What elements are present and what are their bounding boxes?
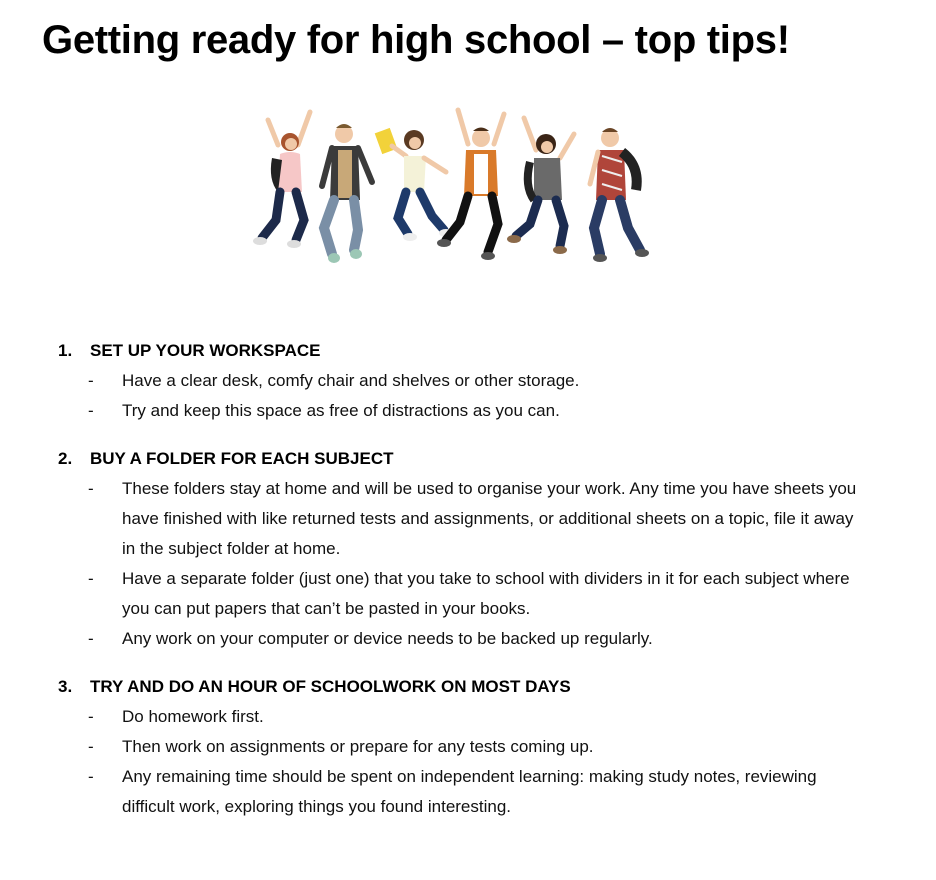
list-item [58,702,898,732]
dash-marker: - [88,767,94,786]
tips-list [58,336,898,840]
student-1-figure [253,112,310,248]
list-item [58,366,898,396]
dash-marker: - [88,629,94,648]
tip-heading [58,444,898,474]
tip-section-2 [58,444,898,654]
tip-section-1 [58,336,898,426]
list-item [58,762,898,822]
dash-marker: - [88,401,94,420]
dash-marker: - [88,707,94,726]
student-5-figure [507,118,574,254]
tip-heading-text: SET UP YOUR WORKSPACE [90,341,321,360]
dash-marker: - [88,479,94,498]
dash-marker: - [88,371,94,390]
tip-heading-text: BUY A FOLDER FOR EACH SUBJECT [90,449,394,468]
student-4-figure [437,110,504,260]
tip-bullets [58,702,898,822]
list-item-text: Do homework first. [122,707,264,726]
student-3-figure [375,128,453,241]
list-item [58,474,898,564]
tip-number: 3. [58,677,73,696]
student-6-figure [590,128,649,262]
student-2-figure [322,124,372,263]
list-item-text: Have a separate folder (just one) that you take to school with dividers in it for each subject where you can put papers that can’t be pasted in your books. [122,569,850,618]
dash-marker: - [88,569,94,588]
list-item-text: These folders stay at home and will be used to organise your work. Any time you have sheets you have finished with like returned tests and assignments, or additional sheets on a topic, file it away in the subject folder at home. [122,479,857,558]
list-item [58,732,898,762]
list-item-text: Any remaining time should be spent on independent learning: making study notes, reviewing difficult work, exploring things you found interesting. [122,767,817,816]
tip-number: 1. [58,341,73,360]
list-item-text: Try and keep this space as free of distractions as you can. [122,401,560,420]
jumping-students-photo [248,100,658,280]
list-item-text: Then work on assignments or prepare for any tests coming up. [122,737,594,756]
tip-heading-text: TRY AND DO AN HOUR OF SCHOOLWORK ON MOST DAYS [90,677,571,696]
tip-heading [58,672,898,702]
list-item-text: Any work on your computer or device needs to be backed up regularly. [122,629,653,648]
tip-bullets [58,474,898,654]
list-item-text: Have a clear desk, comfy chair and shelves or other storage. [122,371,580,390]
tip-heading [58,336,898,366]
tip-section-3 [58,672,898,822]
tip-bullets [58,366,898,426]
list-item [58,624,898,654]
list-item [58,564,898,624]
page-title: Getting ready for high school – top tips! [42,18,790,62]
tip-number: 2. [58,449,73,468]
dash-marker: - [88,737,94,756]
list-item [58,396,898,426]
